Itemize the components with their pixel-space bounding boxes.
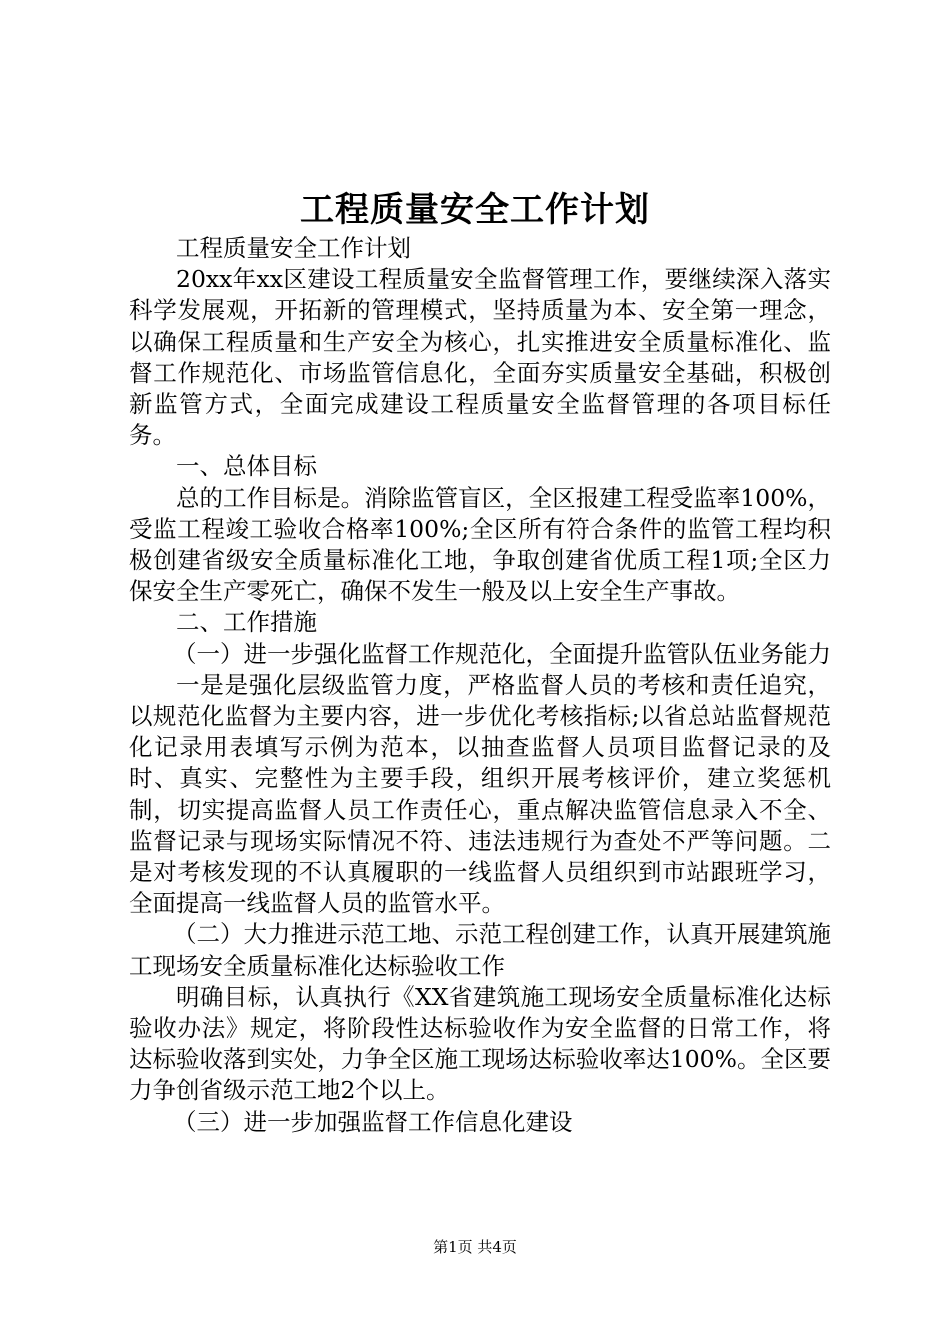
measure-2-paragraph: 明确目标，认真执行《XX省建筑施工现场安全质量标准化达标验收办法》规定，将阶段性达标验收作为安全监督的日常工作，将达标验收落到实处，力争全区施工现场达标验收率达100%。全区要力争创省级示范工地2个以上。 xyxy=(129,982,831,1105)
measure-1-paragraph: 一是是强化层级监管力度，严格监督人员的考核和责任追究，以规范化监督为主要内容，进一步优化考核指标;以省总站监督规范化记录用表填写示例为范本，以抽查监督人员项目监督记录的及时、真实、完整性为主要手段，组织开展考核评价，建立奖惩机制，切实提高监督人员工作责任心，重点解决监管信息录入不全、监督记录与现场实际情况不符、违法违规行为查处不严等问题。二是对考核发现的不认真履职的一线监督人员组织到市站跟班学习，全面提高一线监督人员的监管水平。 xyxy=(129,670,831,918)
document-title: 工程质量安全工作计划 xyxy=(300,190,650,230)
document-body xyxy=(129,233,831,1138)
section-heading-measures: 二、工作措施 xyxy=(176,608,317,637)
goals-paragraph: 总的工作目标是。消除监管盲区，全区报建工程受监率100%，受监工程竣工验收合格率100%;全区所有符合条件的监管工程均积极创建省级安全质量标准化工地，争取创建省优质工程1项;全区力保安全生产零死亡，确保不发生一般及以上安全生产事故。 xyxy=(129,483,831,606)
subsection-heading-3: （三）进一步加强监督工作信息化建设 xyxy=(173,1107,573,1136)
subsection-heading-1: （一）进一步强化监督工作规范化，全面提升监管队伍业务能力 xyxy=(173,639,831,668)
subsection-heading-2: （二）大力推进示范工地、示范工程创建工作，认真开展建筑施工现场安全质量标准化达标验收工作 xyxy=(129,920,831,980)
intro-paragraph: 20xx年xx区建设工程质量安全监督管理工作，要继续深入落实科学发展观，开拓新的管理模式，坚持质量为本、安全第一理念，以确保工程质量和生产安全为核心，扎实推进安全质量标准化、监督工作规范化、市场监管信息化，全面夯实质量安全基础，积极创新监管方式，全面完成建设工程质量安全监督管理的各项目标任务。 xyxy=(129,265,831,450)
subtitle-paragraph: 工程质量安全工作计划 xyxy=(176,234,411,262)
page-footer: 第1页 共4页 xyxy=(433,1238,517,1256)
section-heading-overall-goals: 一、总体目标 xyxy=(176,452,317,481)
